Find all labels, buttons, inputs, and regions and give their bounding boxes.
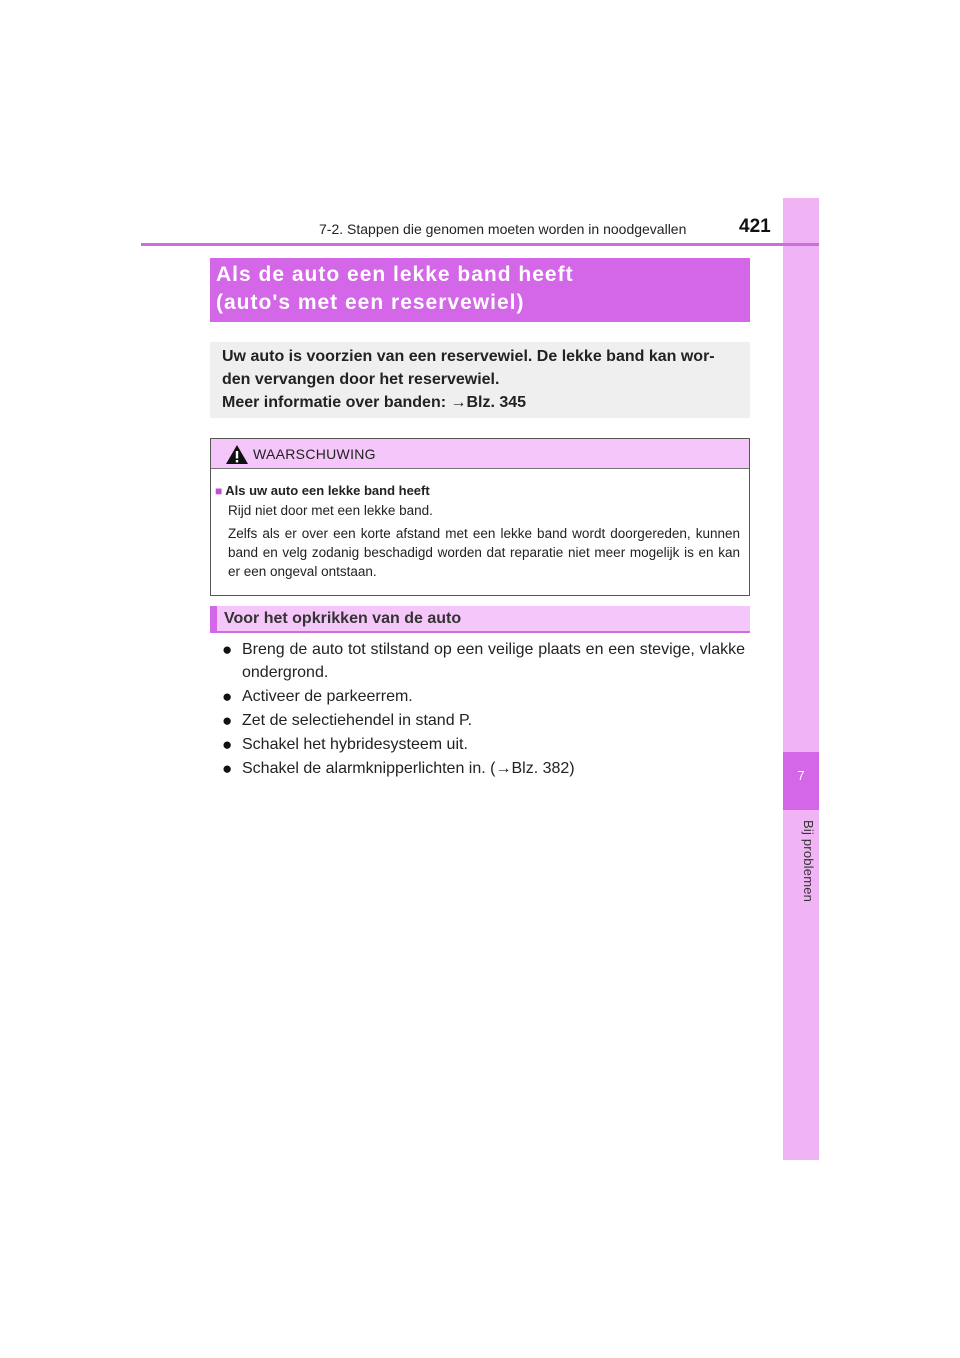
chapter-name: Bij problemen — [801, 820, 816, 903]
list-item-text: Breng de auto tot stilstand op een veilige plaats en een stevige, vlakke ondergrond. — [242, 641, 745, 681]
bullet-dot-icon: ● — [222, 735, 233, 754]
list-item — [222, 757, 745, 780]
bullet-dot-icon: ● — [222, 687, 233, 706]
page-title — [216, 261, 746, 317]
section-heading-box — [210, 606, 750, 632]
list-item — [222, 709, 745, 732]
list-item — [222, 733, 745, 756]
intro-line3: Meer informatie over banden: →Blz. 345 — [222, 394, 527, 411]
warning-subheading-text: Als uw auto een lekke band heeft — [225, 483, 430, 498]
side-tab — [783, 198, 819, 1160]
section-heading-bar — [210, 606, 217, 632]
section-header: 7-2. Stappen die genomen moeten worden in noodgevallen — [319, 221, 687, 237]
intro-box — [210, 342, 750, 418]
warning-triangle-icon — [225, 444, 249, 465]
intro-line1: Uw auto is voorzien van een reservewiel. De lekke band kan wor- — [222, 348, 715, 365]
warning-paragraph-2: Zelfs als er over een korte afstand met een lekke band wordt doorgereden, kunnen band en velg zodanig beschadigd worden dat reparatie niet meer mogelijk is en kan er een ongeval ontstaan. — [228, 526, 740, 579]
list-item — [222, 685, 745, 708]
page-number: 421 — [739, 216, 771, 237]
bullet-list — [222, 638, 745, 781]
page-title-line2: (auto's met een reservewiel) — [216, 291, 525, 314]
square-bullet-icon: ■ — [215, 484, 223, 498]
bullet-dot-icon: ● — [222, 640, 233, 659]
warning-paragraph-1: Rijd niet door met een lekke band. — [228, 503, 433, 518]
list-item-text: Activeer de parkeerrem. — [242, 688, 413, 705]
list-item-text: Zet de selectiehendel in stand P. — [242, 712, 473, 729]
warning-subheading — [215, 483, 430, 498]
list-item-text: Schakel het hybridesysteem uit. — [242, 736, 468, 753]
chapter-number: 7 — [797, 768, 805, 783]
list-item — [222, 638, 745, 684]
warning-box — [210, 438, 750, 596]
intro-text — [222, 345, 742, 414]
header-divider — [141, 243, 819, 246]
section-heading-underline — [210, 631, 750, 633]
warning-header — [211, 439, 749, 469]
page-title-box — [210, 258, 750, 322]
section-heading: Voor het opkrikken van de auto — [224, 610, 462, 627]
bullet-dot-icon: ● — [222, 759, 233, 778]
page-title-line1: Als de auto een lekke band heeft — [216, 263, 574, 286]
intro-line2: den vervangen door het reservewiel. — [222, 371, 500, 388]
warning-label: WAARSCHUWING — [253, 446, 376, 462]
bullet-dot-icon: ● — [222, 711, 233, 730]
list-item-text: Schakel de alarmknipperlichten in. (→Blz. 382) — [242, 760, 575, 777]
